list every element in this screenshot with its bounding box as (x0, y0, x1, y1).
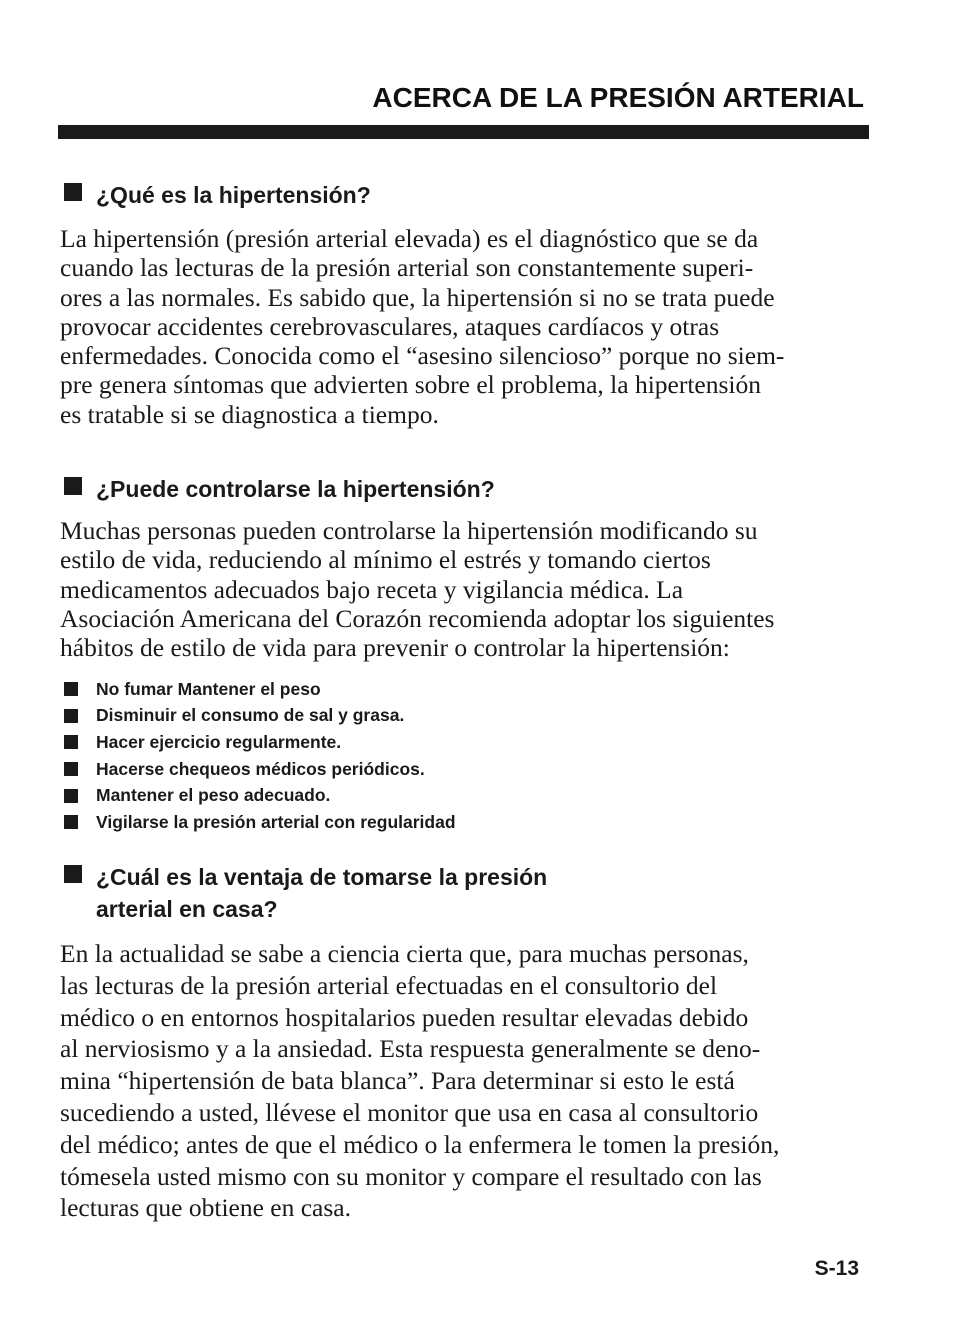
text-line: médico o en entornos hospitalarios pueden resultar elevadas debido (60, 1002, 749, 1032)
section-heading-text (96, 861, 547, 925)
text-line: medicamentos adecuados bajo receta y vigilancia médica. La (60, 574, 684, 604)
text-line: provocar accidentes cerebrovasculares, ataques cardíacos y otras (60, 311, 720, 341)
text-line: del médico; antes de que el médico o la enfermera le tomen la presión, (60, 1129, 780, 1159)
text-line: hábitos de estilo de vida para prevenir o controlar la hipertensión: (60, 633, 730, 663)
section-heading-text: ¿Qué es la hipertensión? (96, 182, 371, 208)
text-line: estilo de vida, reduciendo al mínimo el estrés y tomando ciertos (60, 545, 711, 575)
section-paragraph-1 (60, 224, 870, 429)
square-bullet-icon (64, 477, 82, 495)
text-line: las lecturas de la presión arterial efectuadas en el consultorio del (60, 970, 718, 1000)
text-line: tómesela usted mismo con su monitor y compare el resultado con las (60, 1161, 762, 1191)
list-item-text: Mantener el peso adecuado. (96, 785, 331, 806)
text-line: mina “hipertensión de bata blanca”. Para determinar si esto le está (60, 1066, 735, 1096)
text-line: pre genera síntomas que advierten sobre el problema, la hipertensión (60, 370, 762, 400)
text-line: cuando las lecturas de la presión arterial son constantemente superi- (60, 253, 754, 283)
text-line: es tratable si se diagnostica a tiempo. (60, 399, 439, 429)
text-line: sucediendo a usted, llévese el monitor que usa en casa al consultorio (60, 1097, 759, 1127)
list-item-text: No fumar Mantener el peso (96, 678, 321, 699)
square-bullet-icon (64, 789, 78, 803)
page-number: S-13 (814, 1257, 859, 1280)
list-item-text: Hacer ejercicio regularmente. (96, 731, 342, 752)
text-line: Asociación Americana del Corazón recomienda adoptar los siguientes (60, 603, 775, 633)
section-heading-3 (64, 861, 547, 925)
list-item (64, 809, 456, 836)
text-line: Muchas personas pueden controlarse la hipertensión modificando su (60, 516, 758, 545)
square-bullet-icon (64, 815, 78, 829)
square-bullet-icon (64, 735, 78, 749)
square-bullet-icon (64, 682, 78, 696)
list-item-text: Disminuir el consumo de sal y grasa. (96, 705, 405, 726)
text-line: La hipertensión (presión arterial elevada) es el diagnóstico que se da (60, 224, 759, 253)
list-item (64, 782, 456, 809)
section-heading-1 (64, 179, 371, 211)
heading-line: ¿Cuál es la ventaja de tomarse la presión (96, 864, 548, 890)
section-heading-2 (64, 473, 495, 505)
heading-line: arterial en casa? (96, 896, 278, 922)
square-bullet-icon (64, 183, 82, 201)
section-heading-text: ¿Puede controlarse la hipertensión? (96, 476, 495, 502)
text-line: ores a las normales. Es sabido que, la hipertensión si no se trata puede (60, 282, 775, 312)
list-item (64, 676, 456, 703)
text-line: al nerviosismo y a la ansiedad. Esta respuesta generalmente se deno- (60, 1034, 761, 1064)
list-item (64, 729, 456, 756)
section-paragraph-2 (60, 516, 870, 662)
section-paragraph-3 (60, 938, 870, 1224)
text-line: enfermedades. Conocida como el “asesino silencioso” porque no siem- (60, 341, 785, 371)
square-bullet-icon (64, 865, 82, 883)
header-rule (58, 125, 869, 139)
text-line: lecturas que obtiene en casa. (60, 1193, 351, 1223)
square-bullet-icon (64, 709, 78, 723)
list-item (64, 756, 456, 783)
text-line: En la actualidad se sabe a ciencia cierta que, para muchas personas, (60, 939, 749, 968)
list-item (64, 703, 456, 730)
habits-list (64, 676, 456, 836)
list-item-text: Vigilarse la presión arterial con regularidad (96, 811, 456, 832)
list-item-text: Hacerse chequeos médicos periódicos. (96, 758, 425, 779)
square-bullet-icon (64, 762, 78, 776)
page-title: ACERCA DE LA PRESIÓN ARTERIAL (372, 82, 864, 113)
